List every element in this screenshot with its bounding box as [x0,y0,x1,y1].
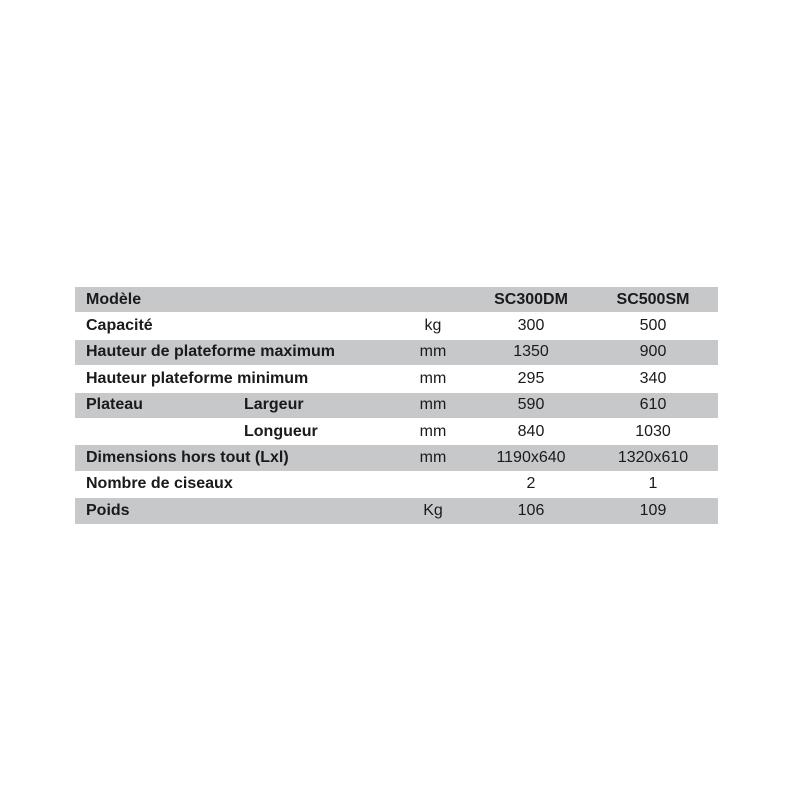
row-label: Dimensions hors tout (Lxl) [86,449,289,467]
row-unit: mm [419,422,447,440]
row-value-a: 2 [526,475,536,493]
row-sublabel: Largeur [244,396,304,414]
spec-table [75,287,718,525]
row-unit: Kg [423,501,443,519]
row-value-a: 590 [517,396,545,414]
row-sublabel: Longueur [244,422,318,440]
row-value-a: 840 [517,422,545,440]
table-row-scissors [75,472,718,498]
row-value-a: 106 [517,501,545,519]
table-header-row [75,287,718,313]
row-unit: mm [419,343,447,361]
row-value-b: 1 [648,475,658,493]
row-value-a: 1350 [513,343,549,361]
table-row-max-height [75,340,718,366]
row-label: Nombre de ciseaux [86,475,233,493]
row-label: Hauteur plateforme minimum [86,369,309,387]
row-unit: mm [419,396,447,414]
row-label: Capacité [86,317,153,335]
row-unit: kg [424,317,442,335]
row-value-b: 340 [639,369,667,387]
row-label: Plateau [86,396,143,414]
header-model-b: SC500SM [616,290,690,308]
table-row-weight [75,498,718,524]
table-row-min-height [75,366,718,392]
table-row-dimensions [75,445,718,471]
row-label: Poids [86,501,130,519]
row-unit: mm [419,449,447,467]
table-row-plateau-length [75,419,718,445]
header-model-a: SC300DM [494,290,568,308]
row-value-b: 500 [639,317,667,335]
row-value-b: 1030 [635,422,671,440]
row-value-b: 1320x610 [617,449,689,467]
row-label: Hauteur de plateforme maximum [86,343,335,361]
header-model-label: Modèle [86,290,142,308]
row-unit: mm [419,369,447,387]
row-value-a: 300 [517,317,545,335]
table-row-capacity [75,313,718,339]
row-value-b: 109 [639,501,667,519]
row-value-a: 1190x640 [496,449,566,467]
row-unit [397,472,469,497]
table-row-plateau-width [75,393,718,419]
row-value-a: 295 [517,369,545,387]
row-value-b: 610 [639,396,667,414]
row-value-b: 900 [639,343,667,361]
